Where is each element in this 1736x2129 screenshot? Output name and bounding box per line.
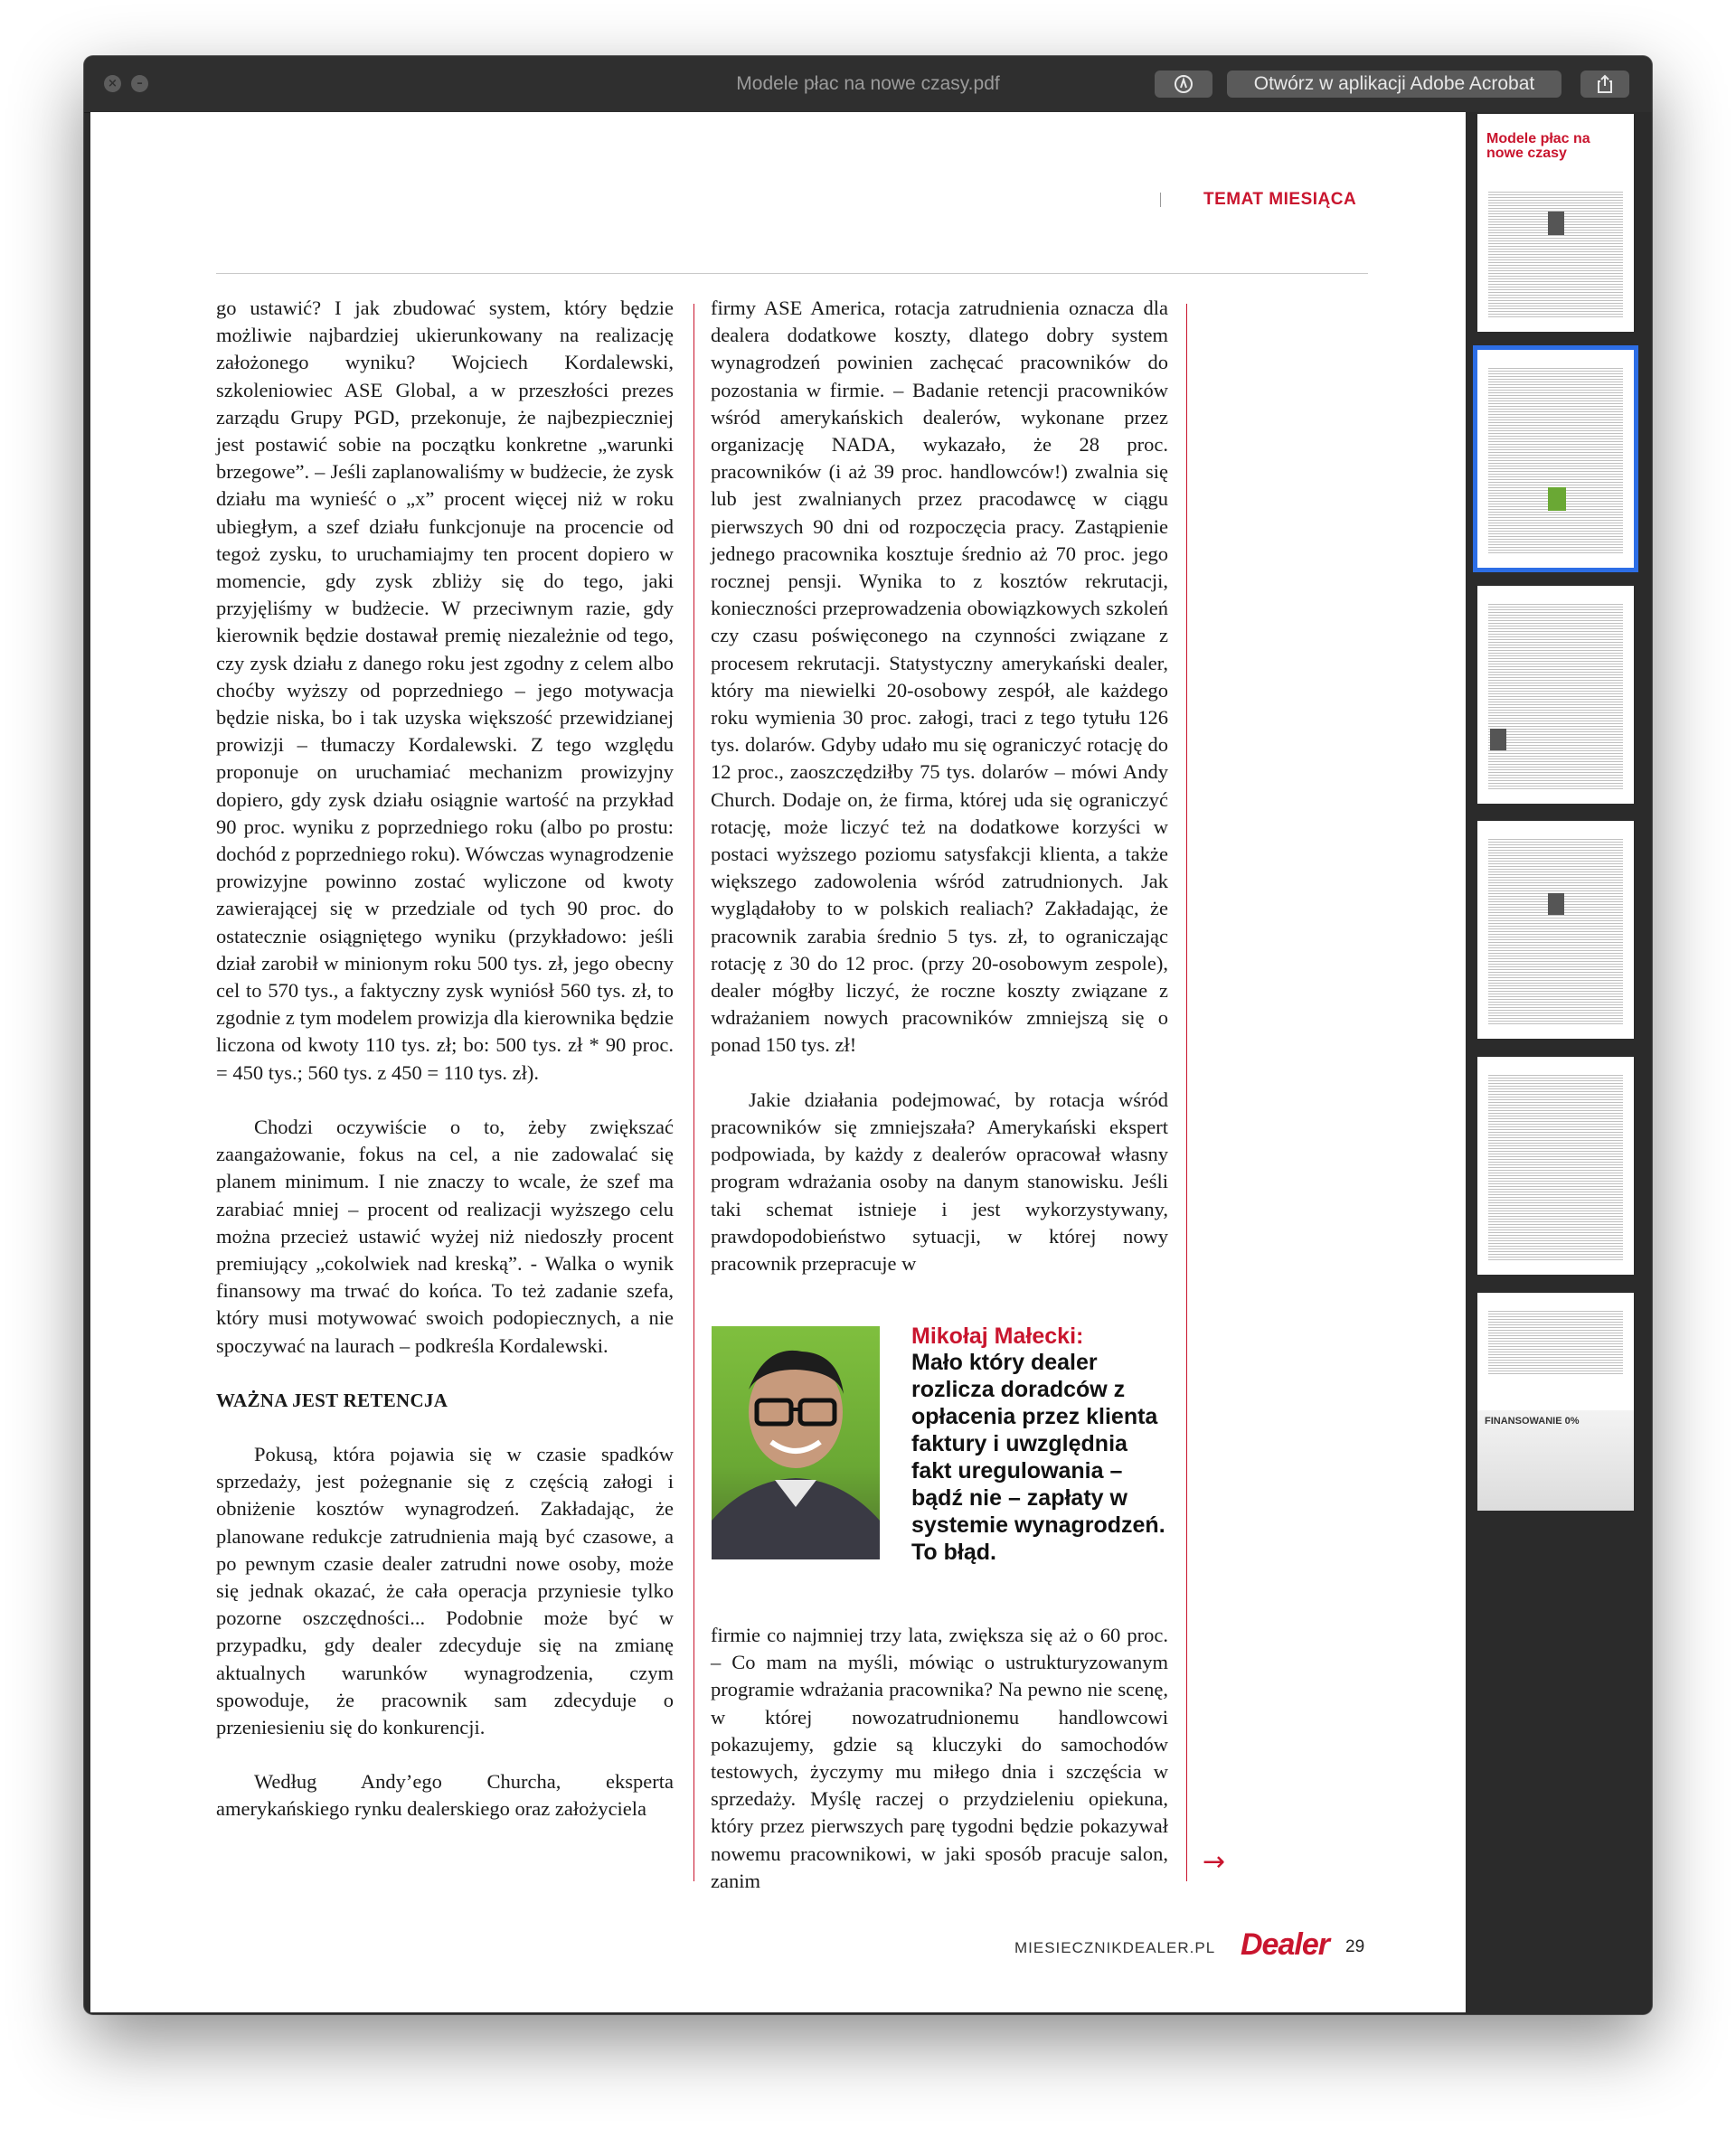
page-thumbnail-4[interactable] [1477, 821, 1634, 1039]
thumbnail-photo [1548, 893, 1564, 915]
paragraph: Jakie działania podejmować, by rotacja wśród pracowników się zmniejszała? Amerykański ekspert podpowiada, by każdy z dealerów opracował własny program wdrażania osoby na danym stanowisku. Jeśli taki schemat istnieje i jest wykorzystywany, prawdopodobieństwo sytuacji, w której nowy pracownik przepracuje w [711, 1088, 1168, 1275]
thumbnail-photo [1490, 729, 1506, 750]
thumbnail-ad [1477, 1410, 1634, 1511]
paragraph: Według Andy’ego Churcha, eksperta amerykańskiego rynku dealerskiego oraz założyciela [216, 1770, 674, 1821]
footer-url: MIESIECZNIKDEALER.PL [1014, 1939, 1216, 1956]
pull-quote: Mało który dealer rozlicza doradców z opłacenia przez klienta faktury i uwzględnia fakt uregulowania – bądź nie – zapłaty w systemie wynagrodzeń. To błąd. [911, 1350, 1165, 1565]
title-bar [84, 56, 1652, 113]
paragraph: Chodzi oczywiście o to, żeby zwiększać zaangażowanie, fokus na cel, a nie zadowalać się planem minimum. I nie znaczy to wcale, że szef ma zarabiać mniej – procent od realizacji wyższego celu można przecież ustawić wyżej niż niedoszły procent premiujący „cokolwiek nad kreską”. - Walka o wynik finansowy ma trwać do końca. To też zadanie szefa, który musi motywować swoich podopiecznych, a nie spoczywać na laurach – podkreśla Kordalewski. [216, 1115, 674, 1357]
quote-author: Mikołaj Małecki: [911, 1324, 1084, 1349]
page-number: 29 [1345, 1937, 1365, 1956]
header-rule [216, 273, 1368, 274]
column-divider-right [1186, 304, 1187, 1881]
article-column-right-continued [711, 1622, 1168, 1895]
thumbnail-title: Modele płac na nowe czasy [1486, 131, 1590, 161]
column-divider-left [693, 304, 694, 1881]
markup-icon [1174, 74, 1194, 94]
header-divider [1160, 193, 1161, 207]
page-thumbnail-1[interactable] [1477, 114, 1634, 332]
paragraph: firmie co najmniej trzy lata, zwiększa się aż o 60 proc. – Co mam na myśli, mówiąc o ustrukturyzowanym programie wdrażania pracownika? Na pewno nie scenę, w której nowozatrudnionemu handlowcowi pokazujemy, gdzie są kluczyki do samochodów testowych, życzymy mu miłego dnia i szczęścia w sprzedaży. Myślę raczej o przydzieleniu opiekuna, który przez pierwszych parę tygodni będzie pokazywał nowemu pracownikowi, w jaki sposób pracuje salon, zanim [711, 1624, 1168, 1892]
markup-button[interactable] [1155, 71, 1212, 98]
page-thumbnail-3[interactable] [1477, 586, 1634, 804]
footer-logo: Dealer [1241, 1927, 1329, 1962]
section-tag: TEMAT MIESIĄCA [1203, 190, 1357, 209]
page-thumbnail-2[interactable] [1477, 350, 1634, 568]
paragraph: firmy ASE America, rotacja zatrudnienia oznacza dla dealera dodatkowe koszty, dlatego dobry system wynagrodzeń powinien zachęcać pracowników do pozostania w firmie. – Badanie retencji pracowników wśród amerykańskich dealerów, wykonane przez organizację NADA, wykazało, że 28 proc. pracowników (i aż 39 proc. handlowców!) zwalnia się lub jest zwalnianych przez pracodawcę w ciągu pierwszych 90 dni od rozpoczęcia pracy. Zastąpienie jednego pracownika kosztuje średnio aż 70 proc. jego rocznej pensji. Wynika to z kosztów rekrutacji, konieczności przeprowadzenia obowiązkowych szkoleń czy czasu poświęconego na czynności związane z procesem rekrutacji. Statystyczny amerykański dealer, który ma niewielki 20-osobowy zespół, ale każdego roku wymienia 30 proc. załogi, traci z tego tytułu 126 tys. dolarów. Gdyby udało mu się ograniczyć rotację do 12 proc., zaoszczędziłby 75 tys. dolarów – mówi Andy Church. Dodaje on, że firma, której uda się ograniczyć rotację, może liczyć też na dodatkowe korzyści w postaci wyższego poziomu satysfakcji klienta, a także większego zadowolenia wśród zatrudnionych. Jak wyglądałoby to w polskich realiach? Zakładając, że pracownik zarabia średnio 5 tys. zł, to ograniczając rotację z 30 do 12 proc. (przy 20-osobowym zespole), dealer mógłby liczyć, że roczne koszty związane z wdrażaniem nowych pracowników zmniejszą się o ponad 150 tys. zł! [711, 297, 1168, 1057]
paragraph: Pokusą, która pojawia się w czasie spadków sprzedaży, jest pożegnanie się z częścią załogi i obniżenie kosztów wynagrodzeń. Zakładając, że planowane redukcje zatrudnienia mają być czasowe, a po pewnym czasie dealer zatrudni nowe osoby, może się jednak okazać, że cała operacja przyniesie tylko pozorne oszczędności... Podobnie może być w przypadku, gdy dealer zdecyduje się na zmianę aktualnych warunków wynagrodzenia, czym spowoduje, że pracownik sam zdecyduje o przeniesieniu się do konkurencji. [216, 1442, 674, 1738]
section-subheading: WAŻNA JEST RETENCJA [216, 1389, 448, 1411]
thumbnail-photo [1548, 487, 1566, 511]
thumbnail-ad-text: FINANSOWANIE 0% [1485, 1416, 1580, 1427]
close-icon[interactable]: × [104, 75, 121, 92]
window-title: Modele płac na nowe czasy.pdf [736, 73, 1000, 94]
minimize-icon[interactable]: – [131, 75, 148, 92]
paragraph: go ustawić? I jak zbudować system, który będzie możliwie najbardziej ukierunkowany na realizację założonego wyniku? Wojciech Kordalewski, szkoleniowiec ASE Global, a w przeszłości prezes zarządu Grupy PGD, przekonuje, że najbezpieczniej jest postawić sobie na początku konkretne „warunki brzegowe”. – Jeśli zaplanowaliśmy w budżecie, że zysk działu ma wynieść o „x” procent więcej niż w roku ubiegłym, a szef działu funkcjonuje na procencie od tegoż zysku, to uruchamiajmy ten procent dopiero w momencie, gdy zysk zbliży się do tego, jaki przyjęliśmy w budżecie. W przeciwnym razie, gdy kierownik będzie dostawał premię niezależnie od tego, czy zysk działu z danego roku jest zgodny z celem albo choćby wyższy od poprzedniego – jego motywacja będzie niska, bo i tak uzyska większość przewidzianej prowizji – tłumaczy Kordalewski. Z tego względu proponuje on uruchamiać mechanizm prowizyjny dopiero, gdy zysk działu osiągnie wartość na przykład 90 proc. wyniku z poprzedniego roku (albo po prostu: dochód z poprzedniego roku). Wówczas wynagrodzenie prowizyjne powinno zostać wyliczone od kwoty zawierającej się w przedziale od tych 90 proc. do ostatecznie osiągniętego wyniku (przykładowo: jeśli dział zarobił w minionym roku 500 tys. zł, jego obecny cel to 570 tys., a faktyczny zysk wyniósł 560 tys. zł, to zgodnie z tym modelem prowizja dla kierownika będzie liczona od kwoty 110 tys. zł; bo: 500 tys. zł * 90 proc. = 450 tys.; 560 tys. z 450 = 110 tys. zł). [216, 297, 674, 1084]
page-thumbnail-6[interactable] [1477, 1293, 1634, 1511]
open-in-acrobat-button[interactable]: Otwórz w aplikacji Adobe Acrobat [1227, 71, 1561, 98]
article-column-right [711, 295, 1168, 1277]
thumbnail-photo [1548, 212, 1564, 235]
article-column-left [216, 295, 674, 1823]
page-thumbnail-5[interactable] [1477, 1057, 1634, 1275]
share-icon [1596, 74, 1614, 94]
continue-arrow-icon: → [1203, 1846, 1226, 1878]
quote-photo [712, 1326, 880, 1559]
share-button[interactable] [1580, 71, 1629, 98]
person-photo-icon [712, 1326, 880, 1559]
